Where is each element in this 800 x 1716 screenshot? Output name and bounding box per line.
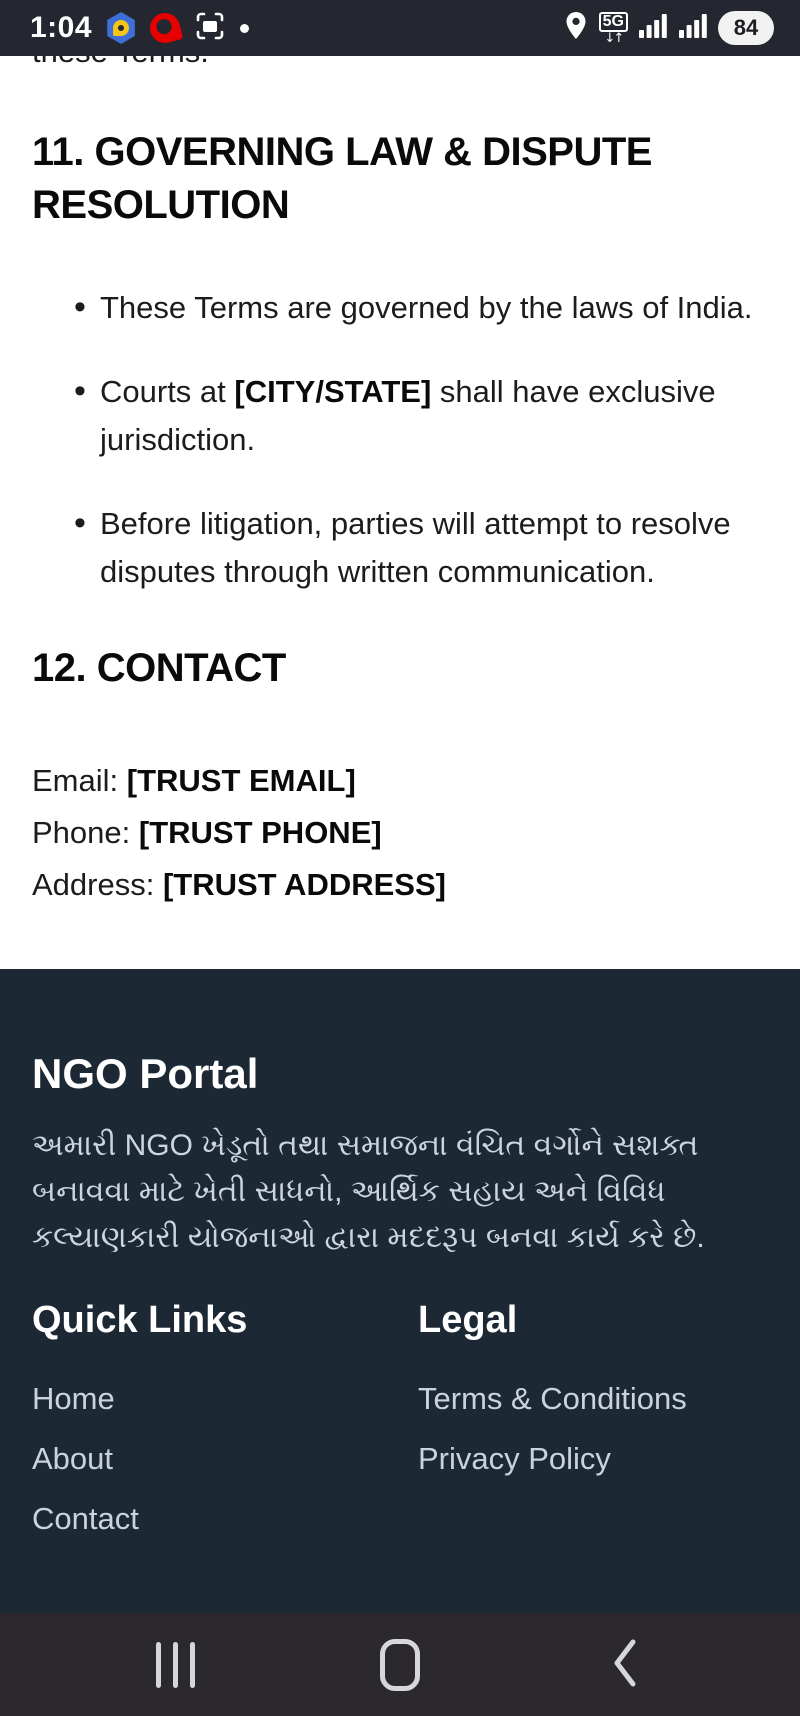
contact-phone-line [32,807,768,859]
footer-brand: NGO Portal [32,1050,259,1097]
footer-link-terms[interactable]: Terms & Conditions [418,1381,687,1416]
bullet-bold: [CITY/STATE] [234,374,432,409]
battery-indicator [718,11,774,45]
list-item [100,500,768,596]
contact-placeholder: [TRUST ADDRESS] [162,867,446,902]
home-icon [380,1639,420,1691]
bullet-text: These Terms are governed by the laws of India. [100,290,753,325]
footer-link-contact[interactable]: Contact [32,1501,139,1536]
list-item [100,368,768,464]
bullet-text: shall have exclusive jurisdiction. [100,374,716,457]
governing-law-list [32,284,768,596]
recents-button[interactable] [145,1635,205,1695]
footer-description: અમારી NGO ખેડૂતો તથા સમાજના વંચિત વર્ગોને સશક્ત બનાવવા માટે ખેતી સાધનો, આર્થિક સહાય અને વિવિધ કલ્યાણકારી યોજનાઓ દ્વારા મદદરૂપ બનવા કાર્ય કરે છે. [32,1129,705,1254]
quick-links-column [32,1299,418,1543]
back-button[interactable] [595,1635,655,1695]
contact-email-line [32,755,768,807]
contact-label: Address: [32,867,163,902]
contact-label: Phone: [32,815,139,850]
contact-info [32,755,768,911]
site-footer [0,969,800,1620]
notification-dot-icon [240,24,249,33]
section-11-heading: 11. GOVERNING LAW & DISPUTE RESOLUTION [32,130,652,227]
quick-links-heading: Quick Links [32,1299,248,1341]
recents-icon [156,1642,195,1688]
list-item [100,284,768,332]
location-icon [563,10,589,47]
footer-link-privacy[interactable]: Privacy Policy [418,1441,611,1476]
status-time: 1:04 [30,11,93,44]
legal-heading: Legal [418,1299,518,1341]
status-bar-right [563,10,774,47]
status-bar [0,0,800,56]
contact-address-line [32,859,768,911]
bullet-text: Before litigation, parties will attempt to resolve disputes through written communication. [100,506,731,589]
airtel-icon [147,10,184,47]
contact-label: Email: [32,763,127,798]
legal-column [418,1299,768,1543]
5g-network-icon: 5G ↓↑ [599,12,628,45]
bullet-text: Courts at [100,374,235,409]
status-bar-left [30,10,249,47]
shield-app-icon [106,12,136,44]
footer-link-home[interactable]: Home [32,1381,115,1416]
screenshot-icon [194,10,226,47]
android-nav-bar [0,1613,800,1716]
contact-placeholder: [TRUST PHONE] [138,815,382,850]
footer-columns [32,1299,768,1543]
footer-link-about[interactable]: About [32,1441,114,1476]
section-12-heading: 12. CONTACT [32,646,286,690]
signal-icon [638,12,668,45]
back-chevron-icon [610,1637,640,1692]
signal-icon [678,12,708,45]
home-button[interactable] [370,1635,430,1695]
battery-percent: 84 [733,15,759,40]
contact-placeholder: [TRUST EMAIL] [126,763,356,798]
